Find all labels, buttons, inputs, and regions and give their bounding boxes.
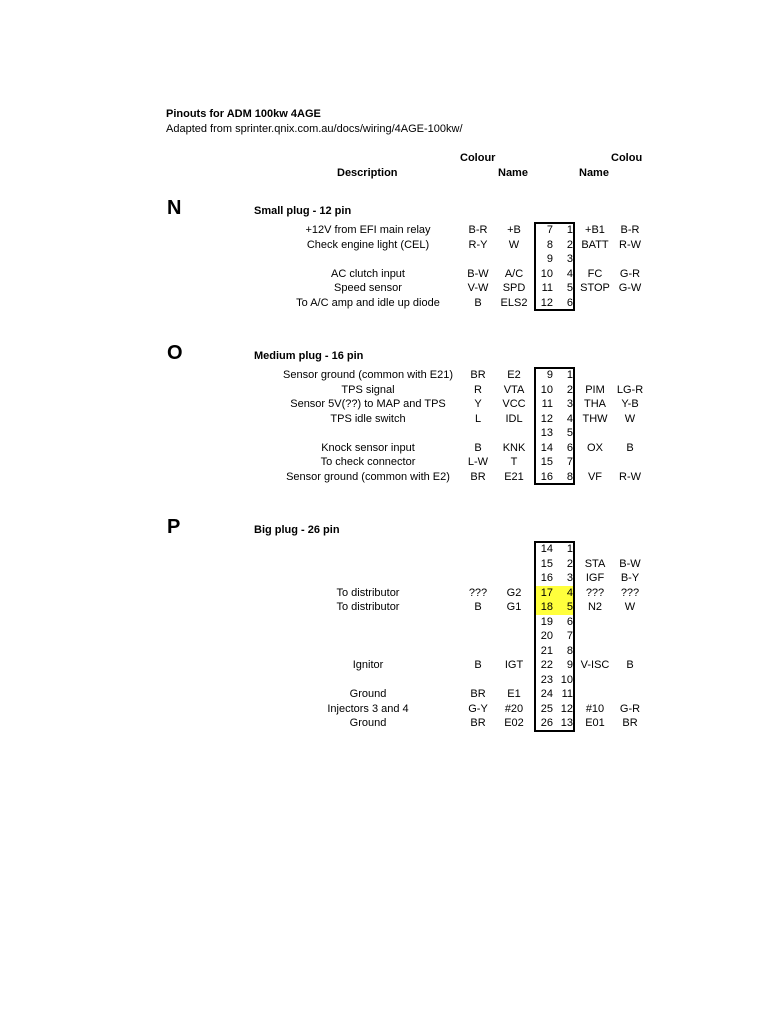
row-name-right: IGF (585, 572, 605, 584)
row-description: To distributor (336, 586, 400, 599)
row-name-left: E1 (507, 688, 521, 700)
header-colour-right: Colou (611, 152, 643, 164)
row-pin-left: 20 (540, 630, 553, 642)
row-name-right: THW (582, 412, 608, 425)
row-pin-right: 6 (566, 441, 573, 454)
row-colour-left: B (474, 659, 482, 671)
header-colour-left: Colour (460, 152, 496, 164)
row-pin-right: 1 (566, 543, 573, 555)
row-colour-right: W (624, 412, 636, 425)
row-colour-right (610, 455, 650, 470)
page-subtitle: Adapted from sprinter.qnix.com.au/docs/wiring/4AGE-100kw/ (166, 123, 463, 135)
row-pin-left: 12 (540, 412, 553, 425)
row-name-left (494, 615, 534, 630)
row-description: Sensor ground (common with E21) (283, 369, 453, 381)
row-pin-right: 2 (566, 557, 573, 570)
row-colour-right: W (624, 601, 636, 613)
row-colour-left: B (474, 441, 482, 454)
row-colour-right: R-W (619, 238, 641, 251)
row-name-left (494, 644, 534, 659)
row-name-right: #10 (585, 702, 605, 715)
row-name-right (575, 687, 615, 702)
row-colour-right (610, 296, 650, 311)
row-colour-left: B-W (467, 267, 489, 280)
section-title: Big plug - 26 pin (254, 524, 340, 536)
row-colour-right: Y-B (621, 398, 639, 410)
row-colour-right (610, 542, 650, 557)
row-colour-right: G-R (619, 702, 641, 715)
row-name-left: KNK (502, 441, 526, 454)
row-colour-right: B-R (620, 224, 640, 236)
row-colour-right: BR (622, 717, 638, 729)
row-colour-right: B-W (619, 557, 641, 570)
row-name-left: G2 (506, 586, 522, 599)
row-name-left: G1 (506, 601, 522, 613)
row-colour-left: G-Y (468, 702, 488, 715)
row-description: To A/C amp and idle up diode (296, 296, 440, 309)
row-pin-left: 16 (540, 572, 553, 584)
row-pin-right: 4 (566, 412, 573, 425)
row-description: +12V from EFI main relay (305, 224, 431, 236)
row-pin-left: 15 (540, 557, 553, 570)
row-pin-left: 11 (541, 398, 553, 410)
pin-connector-box (534, 222, 575, 311)
row-name-right (575, 542, 615, 557)
row-colour-left (458, 571, 498, 586)
row-colour-left: L (474, 412, 482, 425)
row-pin-right: 10 (560, 673, 573, 686)
row-pin-left: 22 (540, 659, 553, 671)
row-colour-left: B (474, 601, 482, 613)
header-description: Description (337, 167, 398, 179)
row-name-left: T (510, 456, 518, 468)
row-pin-right: 9 (566, 659, 573, 671)
row-colour-left: R (474, 383, 482, 396)
row-name-left: A/C (504, 267, 524, 280)
row-colour-left: BR (470, 369, 486, 381)
row-name-right: V-ISC (580, 659, 610, 671)
row-name-right: VF (587, 470, 603, 483)
row-name-right: STOP (580, 282, 610, 294)
row-pin-right: 11 (561, 688, 573, 700)
row-pin-left: 14 (540, 441, 553, 454)
row-name-right: E01 (585, 717, 605, 729)
row-name-left (494, 571, 534, 586)
row-pin-left: 16 (540, 470, 553, 483)
row-colour-right (610, 629, 650, 644)
row-colour-right (610, 687, 650, 702)
row-name-right (575, 615, 615, 630)
row-colour-left: BR (470, 717, 486, 729)
row-colour-left (458, 629, 498, 644)
row-pin-right: 1 (566, 224, 573, 236)
row-colour-right: B (626, 659, 634, 671)
row-pin-right: 3 (566, 398, 573, 410)
row-name-right (575, 252, 615, 267)
row-pin-left: 15 (540, 456, 553, 468)
row-pin-left: 10 (540, 267, 553, 280)
section-letter: N (167, 197, 182, 219)
row-pin-right: 5 (566, 427, 573, 439)
row-pin-left: 9 (546, 369, 553, 381)
row-description: Ignitor (352, 659, 384, 671)
row-colour-left: Y (474, 398, 482, 410)
row-name-right: OX (587, 441, 603, 454)
row-pin-right: 7 (566, 456, 573, 468)
row-pin-right: 2 (566, 383, 573, 396)
row-name-right: STA (584, 557, 606, 570)
row-colour-right: R-W (619, 470, 641, 483)
header-name-right: Name (579, 167, 609, 179)
row-pin-left: 21 (540, 644, 553, 657)
row-colour-left: R-Y (468, 238, 488, 251)
header-name-left: Name (498, 167, 528, 179)
row-name-left (494, 673, 534, 688)
row-colour-left (458, 426, 498, 441)
row-name-right (575, 368, 615, 383)
row-pin-right: 3 (566, 253, 573, 265)
row-pin-left: 13 (540, 427, 553, 439)
row-description: Sensor ground (common with E2) (286, 470, 450, 483)
row-pin-right: 3 (566, 572, 573, 584)
row-pin-left: 19 (540, 615, 553, 628)
row-pin-left: 9 (546, 253, 553, 265)
row-name-right (575, 673, 615, 688)
row-description: TPS signal (341, 383, 395, 396)
row-description: Ground (349, 717, 387, 729)
row-colour-right (610, 673, 650, 688)
row-name-left (494, 629, 534, 644)
row-pin-right: 4 (566, 267, 573, 280)
row-pin-right: 4 (566, 586, 573, 599)
row-colour-left: BR (470, 470, 486, 483)
row-description: Injectors 3 and 4 (327, 702, 409, 715)
row-pin-right: 6 (566, 615, 573, 628)
row-pin-left: 7 (546, 224, 553, 236)
row-colour-right (610, 426, 650, 441)
row-colour-right: ??? (620, 586, 640, 599)
row-name-left: IGT (504, 659, 524, 671)
row-name-right (575, 296, 615, 311)
row-name-left: W (508, 238, 520, 251)
row-name-left: +B (507, 224, 521, 236)
row-name-right (575, 426, 615, 441)
row-name-left: E2 (507, 369, 521, 381)
row-colour-left (458, 557, 498, 572)
row-colour-right (610, 252, 650, 267)
row-pin-right: 13 (560, 717, 573, 729)
row-colour-left (458, 252, 498, 267)
row-pin-left: 18 (540, 601, 553, 613)
row-name-left: SPD (502, 282, 526, 294)
row-pin-left: 8 (546, 238, 553, 251)
row-name-left (494, 542, 534, 557)
row-pin-left: 14 (540, 543, 553, 555)
row-colour-left: B-R (468, 224, 488, 236)
row-pin-left: 23 (540, 673, 553, 686)
row-colour-right: G-W (618, 282, 642, 294)
row-colour-left (458, 673, 498, 688)
row-name-right: PIM (585, 383, 605, 396)
row-description: Speed sensor (334, 282, 402, 294)
row-name-left (494, 557, 534, 572)
row-name-left: IDL (505, 412, 523, 425)
row-name-left: E02 (504, 717, 524, 729)
row-name-left: VCC (502, 398, 526, 410)
row-pin-right: 2 (566, 238, 573, 251)
row-name-left (494, 252, 534, 267)
row-colour-left (458, 542, 498, 557)
row-name-left (494, 426, 534, 441)
row-pin-left: 26 (540, 717, 553, 729)
row-pin-left: 17 (540, 586, 553, 599)
row-description: Check engine light (CEL) (306, 238, 430, 251)
row-colour-right: B-Y (620, 572, 640, 584)
row-name-right (575, 629, 615, 644)
row-colour-right (610, 644, 650, 659)
row-colour-right (610, 615, 650, 630)
section-letter: O (167, 342, 183, 364)
row-description: Ground (349, 688, 387, 700)
pin-connector-box (534, 541, 575, 732)
row-name-right: FC (587, 267, 603, 280)
row-description: To check connector (320, 456, 416, 468)
row-description: Sensor 5V(??) to MAP and TPS (290, 398, 446, 410)
row-name-right (575, 455, 615, 470)
row-description: To distributor (336, 601, 400, 613)
row-name-right: N2 (587, 601, 603, 613)
row-description: TPS idle switch (330, 412, 406, 425)
row-colour-left: BR (470, 688, 486, 700)
row-colour-left: L-W (467, 456, 489, 468)
row-pin-left: 24 (540, 688, 553, 700)
pin-connector-box (534, 367, 575, 485)
row-pin-left: 12 (540, 296, 553, 309)
page-title: Pinouts for ADM 100kw 4AGE (166, 108, 321, 120)
row-colour-left (458, 615, 498, 630)
row-name-right: ??? (585, 586, 605, 599)
row-pin-left: 11 (541, 282, 553, 294)
section-title: Small plug - 12 pin (254, 205, 352, 217)
row-pin-right: 7 (566, 630, 573, 642)
row-colour-left: B (474, 296, 482, 309)
row-colour-left: ??? (468, 586, 488, 599)
row-pin-right: 6 (566, 296, 573, 309)
row-colour-left (458, 644, 498, 659)
row-name-left: VTA (503, 383, 525, 396)
row-name-left: #20 (504, 702, 524, 715)
row-pin-right: 12 (560, 702, 573, 715)
section-title: Medium plug - 16 pin (254, 350, 364, 362)
row-name-left: E21 (504, 470, 524, 483)
row-pin-right: 5 (566, 601, 573, 613)
row-pin-left: 10 (540, 383, 553, 396)
row-pin-right: 8 (566, 644, 573, 657)
row-colour-right: G-R (619, 267, 641, 280)
row-pin-right: 8 (566, 470, 573, 483)
row-description: Knock sensor input (321, 441, 415, 454)
row-colour-right: B (626, 441, 634, 454)
row-name-left: ELS2 (500, 296, 528, 309)
row-colour-right: LG-R (616, 383, 644, 396)
row-name-right (575, 644, 615, 659)
row-name-right: THA (584, 398, 606, 410)
row-pin-right: 5 (566, 282, 573, 294)
row-pin-left: 25 (540, 702, 553, 715)
row-pin-right: 1 (566, 369, 573, 381)
row-name-right: +B1 (585, 224, 605, 236)
row-description: AC clutch input (331, 267, 405, 280)
row-colour-left: V-W (467, 282, 489, 294)
section-letter: P (167, 516, 181, 538)
row-name-right: BATT (581, 238, 609, 251)
row-colour-right (610, 368, 650, 383)
